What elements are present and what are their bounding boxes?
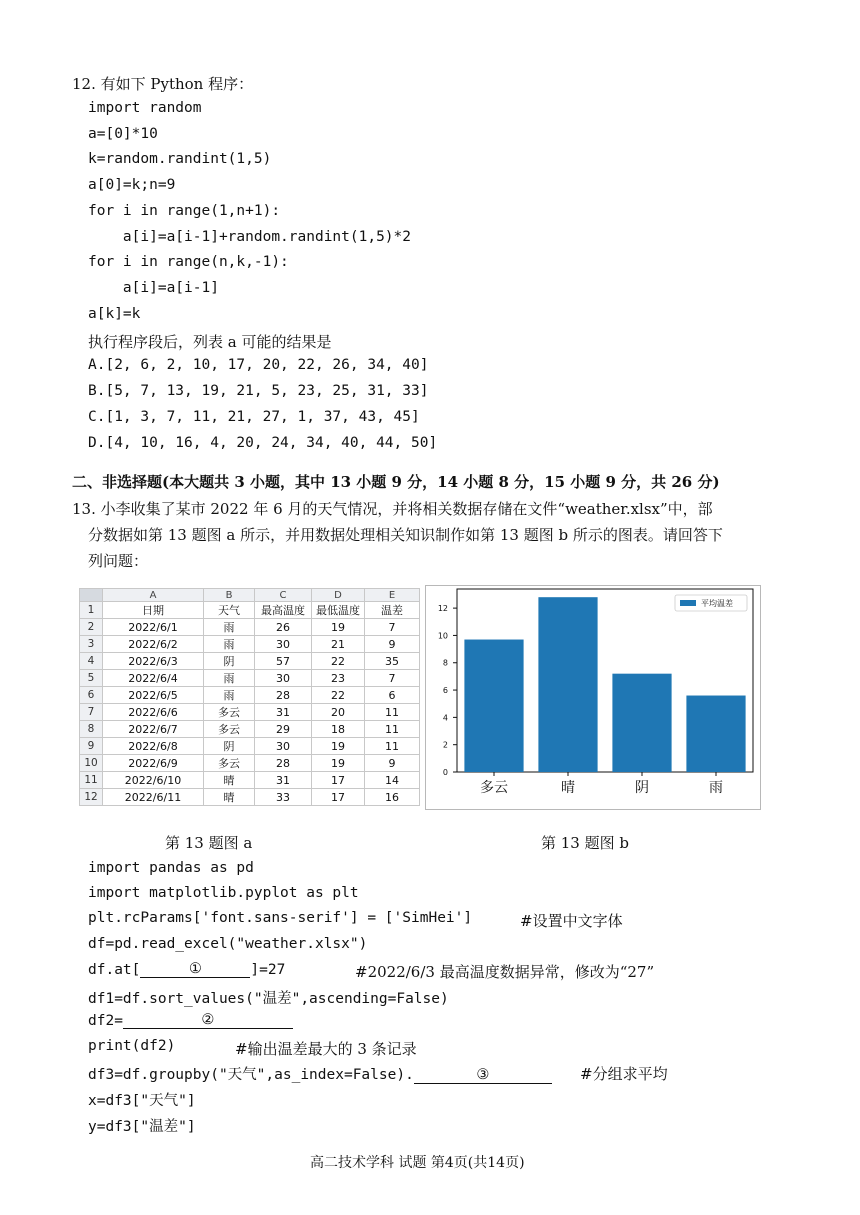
sheet-cell[interactable]: 19	[312, 755, 365, 772]
sheet-cell[interactable]: 晴	[204, 772, 255, 789]
sheet-row	[80, 772, 420, 789]
q13-code-at-line	[88, 961, 285, 978]
sheet-cell[interactable]: 19	[312, 619, 365, 636]
y-tick-label: 12	[437, 604, 448, 614]
sheet-row-number[interactable]: 8	[80, 721, 103, 738]
sheet-row-number[interactable]: 10	[80, 755, 103, 772]
sheet-cell[interactable]: 28	[255, 755, 312, 772]
sheet-cell[interactable]: 31	[255, 704, 312, 721]
bar-多云	[464, 640, 523, 772]
sheet-cell[interactable]: 2022/6/5	[103, 687, 204, 704]
y-tick-label: 4	[442, 713, 448, 723]
sheet-row-number[interactable]: 1	[80, 602, 103, 619]
bar-晴	[538, 597, 597, 772]
at-suffix: ]=27	[250, 962, 286, 978]
sheet-cell[interactable]: 16	[365, 789, 420, 806]
sheet-cell[interactable]: 9	[365, 755, 420, 772]
sheet-cell[interactable]: 阴	[204, 653, 255, 670]
sheet-cell[interactable]: 57	[255, 653, 312, 670]
y-tick-label: 0	[442, 768, 448, 777]
sheet-cell[interactable]: 30	[255, 670, 312, 687]
q13-comment-print: #输出温差最大的 3 条记录	[235, 1040, 417, 1058]
sheet-row-number[interactable]: 2	[80, 619, 103, 636]
sheet-cell[interactable]: 雨	[204, 670, 255, 687]
sheet-cell[interactable]: 22	[312, 653, 365, 670]
bar-雨	[686, 696, 745, 772]
sheet-column-header[interactable]: D	[312, 589, 365, 602]
sheet-cell[interactable]: 14	[365, 772, 420, 789]
sheet-cell[interactable]: 多云	[204, 755, 255, 772]
y-tick-label: 2	[442, 740, 448, 750]
sheet-cell[interactable]: 2022/6/11	[103, 789, 204, 806]
sheet-cell[interactable]: 22	[312, 687, 365, 704]
answer-blank-3[interactable]: ③	[414, 1067, 552, 1084]
figure-a-caption: 第 13 题图 a	[165, 834, 253, 852]
sheet-cell[interactable]: 雨	[204, 636, 255, 653]
q13-code-read-excel: df=pd.read_excel("weather.xlsx")	[88, 936, 368, 952]
q13-code-y: y=df3["温差"]	[88, 1119, 196, 1135]
sheet-cell[interactable]: 多云	[204, 704, 255, 721]
y-tick-label: 10	[437, 631, 448, 641]
y-tick-label: 6	[442, 686, 448, 696]
q13-comment-at: #2022/6/3 最高温度数据异常，修改为“27”	[355, 963, 655, 981]
q13-code-print: print(df2)	[88, 1038, 176, 1054]
q12-option-b[interactable]: B.[5, 7, 13, 19, 21, 5, 23, 25, 31, 33]	[88, 383, 429, 399]
sheet-row	[80, 704, 420, 721]
x-tick-label: 多云	[480, 780, 508, 796]
sheet-cell[interactable]: 晴	[204, 789, 255, 806]
q13-line-3: 列问题：	[88, 552, 149, 570]
q12-code-line: for i in range(1,n+1):	[88, 202, 281, 219]
sheet-cell[interactable]: 11	[365, 721, 420, 738]
sheet-cell[interactable]: 9	[365, 636, 420, 653]
q12-code-line: k=random.randint(1,5)	[88, 151, 272, 168]
q13-code-import-pandas: import pandas as pd	[88, 860, 254, 876]
sheet-cell[interactable]: 28	[255, 687, 312, 704]
q13-code-sort: df1=df.sort_values("温差",ascending=False)	[88, 991, 449, 1007]
sheet-cell[interactable]: 33	[255, 789, 312, 806]
sheet-cell[interactable]: 11	[365, 704, 420, 721]
sheet-row	[80, 755, 420, 772]
q12-option-c[interactable]: C.[1, 3, 7, 11, 21, 27, 1, 37, 43, 45]	[88, 409, 420, 425]
sheet-cell[interactable]: 11	[365, 738, 420, 755]
sheet-row-number[interactable]: 7	[80, 704, 103, 721]
q13-code-x: x=df3["天气"]	[88, 1093, 196, 1109]
sheet-cell[interactable]: 18	[312, 721, 365, 738]
sheet-cell[interactable]: 温差	[365, 602, 420, 619]
answer-blank-1[interactable]: ①	[140, 961, 250, 978]
sheet-cell[interactable]: 30	[255, 738, 312, 755]
legend-label: 平均温差	[701, 599, 733, 608]
answer-blank-2[interactable]: ②	[123, 1012, 293, 1029]
y-tick-label: 8	[442, 658, 448, 668]
sheet-cell[interactable]: 17	[312, 772, 365, 789]
bar-阴	[612, 674, 671, 772]
sheet-column-header[interactable]: E	[365, 589, 420, 602]
q12-code-line: import random	[88, 100, 202, 116]
sheet-row	[80, 687, 420, 704]
sheet-cell[interactable]: 6	[365, 687, 420, 704]
x-tick-label: 阴	[635, 780, 649, 796]
bar-chart-figure-b	[425, 585, 761, 810]
sheet-row-number[interactable]: 9	[80, 738, 103, 755]
at-prefix: df.at[	[88, 962, 141, 978]
q12-code-line: for i in range(n,k,-1):	[88, 254, 289, 271]
sheet-cell[interactable]: 23	[312, 670, 365, 687]
sheet-row	[80, 721, 420, 738]
legend-swatch	[680, 600, 696, 606]
q13-line-2: 分数据如第 13 题图 a 所示，并用数据处理相关知识制作如第 13 题图 b 所示的图表。请回答下	[88, 526, 723, 544]
sheet-cell[interactable]: 7	[365, 670, 420, 687]
sheet-cell[interactable]: 2022/6/2	[103, 636, 204, 653]
sheet-cell[interactable]: 2022/6/6	[103, 704, 204, 721]
sheet-row-number[interactable]: 5	[80, 670, 103, 687]
sheet-cell[interactable]: 35	[365, 653, 420, 670]
sheet-row-number[interactable]: 11	[80, 772, 103, 789]
sheet-column-header[interactable]: A	[103, 589, 204, 602]
sheet-cell[interactable]: 2022/6/3	[103, 653, 204, 670]
q12-option-d[interactable]: D.[4, 10, 16, 4, 20, 24, 34, 40, 44, 50]	[88, 435, 438, 451]
q13-comment-groupby: #分组求平均	[580, 1065, 668, 1083]
q12-option-a[interactable]: A.[2, 6, 2, 10, 17, 20, 22, 26, 34, 40]	[88, 357, 429, 373]
q12-code-line: a[i]=a[i-1]+random.randint(1,5)*2	[88, 228, 412, 245]
sheet-cell[interactable]: 21	[312, 636, 365, 653]
sheet-cell[interactable]: 2022/6/8	[103, 738, 204, 755]
sheet-cell[interactable]: 2022/6/1	[103, 619, 204, 636]
q12-code-line: a[i]=a[i-1]	[88, 279, 219, 296]
sheet-cell[interactable]: 天气	[204, 602, 255, 619]
sheet-cell[interactable]: 阴	[204, 738, 255, 755]
sheet-cell[interactable]: 29	[255, 721, 312, 738]
sheet-cell[interactable]: 17	[312, 789, 365, 806]
q12-code-line: a[0]=k;n=9	[88, 177, 176, 194]
q13-code-rcparams: plt.rcParams['font.sans-serif'] = ['SimHei']	[88, 910, 473, 926]
sheet-cell[interactable]: 2022/6/4	[103, 670, 204, 687]
sheet-cell[interactable]: 19	[312, 738, 365, 755]
sheet-cell[interactable]: 2022/6/7	[103, 721, 204, 738]
sheet-row	[80, 636, 420, 653]
q12-question: 执行程序段后，列表 a 可能的结果是	[88, 333, 332, 351]
figure-b-caption: 第 13 题图 b	[541, 834, 629, 852]
x-tick-label: 雨	[709, 780, 723, 796]
sheet-cell[interactable]: 雨	[204, 619, 255, 636]
sheet-cell[interactable]: 最高温度	[255, 602, 312, 619]
sheet-cell[interactable]: 多云	[204, 721, 255, 738]
sheet-column-header[interactable]: C	[255, 589, 312, 602]
sheet-column-header[interactable]: B	[204, 589, 255, 602]
groupby-prefix: df3=df.groupby("天气",as_index=False).	[88, 1067, 414, 1083]
sheet-row-number[interactable]: 12	[80, 789, 103, 806]
q13-code-import-plt: import matplotlib.pyplot as plt	[88, 885, 359, 901]
sheet-cell[interactable]: 2022/6/9	[103, 755, 204, 772]
page-footer: 高二技术学科 试题 第4页(共14页)	[310, 1155, 525, 1171]
sheet-cell[interactable]: 最低温度	[312, 602, 365, 619]
sheet-row-number[interactable]: 3	[80, 636, 103, 653]
sheet-row-number[interactable]: 6	[80, 687, 103, 704]
q13-code-df2-line	[88, 1012, 293, 1029]
section-heading: 二、非选择题(本大题共 3 小题，其中 13 小题 9 分，14 小题 8 分，15 小题 9 分，共 26 分)	[72, 473, 720, 491]
x-tick-label: 晴	[561, 780, 575, 796]
sheet-row	[80, 653, 420, 670]
spreadsheet-figure-a	[79, 588, 420, 806]
sheet-row	[80, 738, 420, 755]
sheet-row	[80, 619, 420, 636]
sheet-cell[interactable]: 20	[312, 704, 365, 721]
sheet-cell[interactable]: 26	[255, 619, 312, 636]
df2-prefix: df2=	[88, 1013, 123, 1029]
q13-code-groupby-line	[88, 1063, 552, 1084]
sheet-cell[interactable]: 30	[255, 636, 312, 653]
sheet-cell[interactable]: 2022/6/10	[103, 772, 204, 789]
q13-comment-font: #设置中文字体	[520, 912, 623, 930]
sheet-row-number[interactable]: 4	[80, 653, 103, 670]
q12-code-line: a=[0]*10	[88, 125, 158, 142]
sheet-corner[interactable]	[80, 589, 103, 602]
sheet-cell[interactable]: 31	[255, 772, 312, 789]
sheet-row	[80, 670, 420, 687]
sheet-row	[80, 789, 420, 806]
q12-code-line: a[k]=k	[88, 305, 141, 322]
q13-line-1: 13. 小李收集了某市 2022 年 6 月的天气情况，并将相关数据存储在文件“weather.xlsx”中，部	[72, 500, 713, 518]
sheet-cell[interactable]: 7	[365, 619, 420, 636]
q12-stem: 12. 有如下 Python 程序：	[72, 75, 254, 93]
sheet-cell[interactable]: 日期	[103, 602, 204, 619]
sheet-cell[interactable]: 雨	[204, 687, 255, 704]
sheet-row	[80, 602, 420, 619]
